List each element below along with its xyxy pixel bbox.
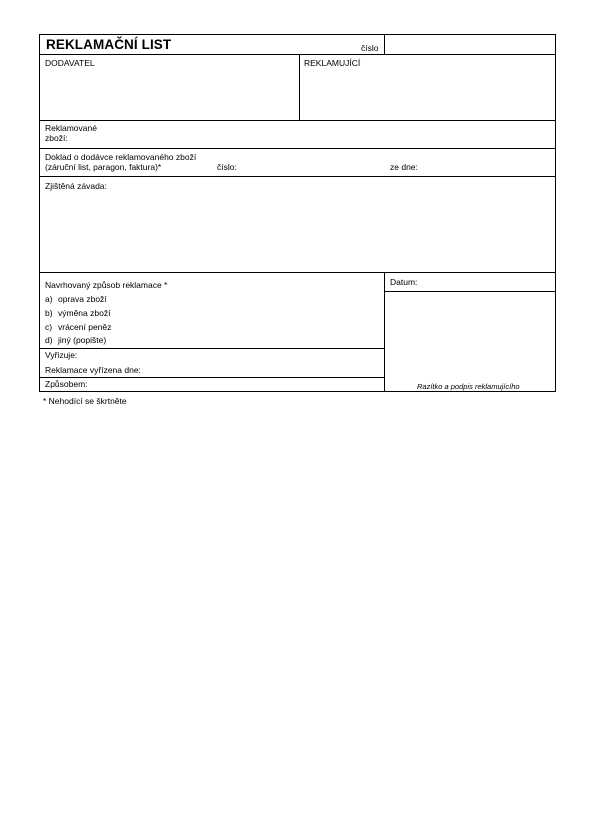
supplier-label: DODAVATEL <box>45 58 95 68</box>
claim-form <box>39 34 556 392</box>
proposal-option: b) výměna zboží <box>45 308 111 318</box>
divider <box>384 35 385 54</box>
form-title: REKLAMAČNÍ LIST <box>46 37 172 52</box>
document-label-line1: Doklad o dodávce reklamovaného zboží <box>45 152 197 162</box>
proposal-label: Navrhovaný způsob reklamace * <box>45 280 168 290</box>
proposal-option: c) vrácení peněz <box>45 322 112 332</box>
divider <box>40 377 384 378</box>
proposal-option: d) jiný (popište) <box>45 335 107 345</box>
resolved-date-label: Reklamace vyřízena dne: <box>45 365 141 375</box>
stamp-signature-label: Razítko a podpis reklamujícího <box>417 382 520 391</box>
sign-date-label: Datum: <box>390 277 418 287</box>
document-label-line2: (záruční list, paragon, faktura)* <box>45 162 162 172</box>
divider <box>40 120 555 121</box>
handled-by-label: Vyřizuje: <box>45 350 78 360</box>
footnote: * Nehodící se škrtněte <box>43 396 127 406</box>
claimant-label: REKLAMUJÍCÍ <box>304 58 361 68</box>
divider <box>40 272 555 273</box>
divider <box>40 54 555 55</box>
divider <box>299 54 300 120</box>
divider <box>384 272 385 391</box>
method-label: Způsobem: <box>45 379 88 389</box>
divider <box>40 148 555 149</box>
document-date-label: ze dne: <box>390 162 418 172</box>
divider <box>384 291 555 292</box>
divider <box>40 348 384 349</box>
form-number-label: číslo <box>361 43 379 53</box>
divider <box>40 176 555 177</box>
proposal-option: a) oprava zboží <box>45 294 107 304</box>
goods-label-line1: Reklamované <box>45 123 97 133</box>
defect-label: Zjištěná závada: <box>45 181 107 191</box>
goods-label-line2: zboží: <box>45 133 68 143</box>
document-number-label: číslo: <box>217 162 237 172</box>
